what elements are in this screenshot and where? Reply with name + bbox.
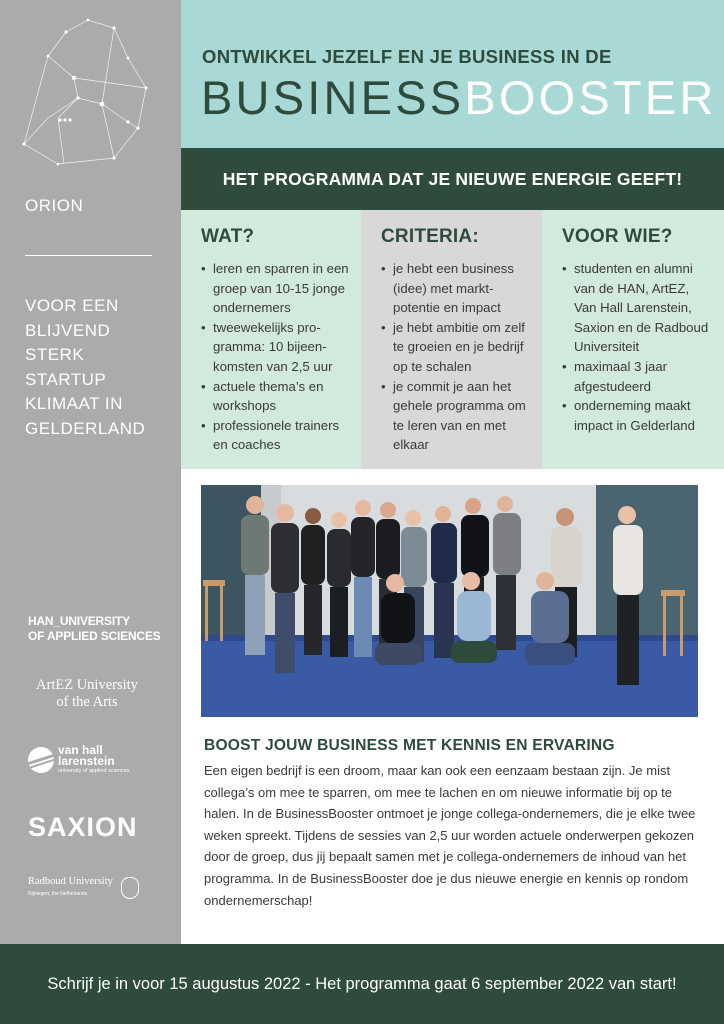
slogan-line: STARTUP (25, 369, 107, 389)
header (181, 0, 724, 148)
tagline-banner (181, 148, 724, 210)
article (204, 737, 700, 911)
list-item: • studenten en alumni van de HAN, ArtEZ, Van Hall Larenstein, Saxion en de Radboud Universiteit (562, 259, 712, 357)
list-item: • actuele thema’s en workshops (201, 377, 349, 416)
column-wat (181, 210, 361, 469)
vanhall-logo-subline: university of applied sciences (58, 768, 130, 774)
group-photo (201, 485, 698, 717)
column-criteria (361, 210, 542, 469)
column-heading: VOOR WIE? (562, 226, 673, 247)
list-item: • maximaal 3 jaar afgestudeerd (562, 357, 712, 396)
radboud-logo-subline: Nijmegen, the Netherlands (28, 891, 88, 897)
slogan-line: VOOR EEN (25, 296, 119, 315)
list-item: • je hebt een business (idee) met markt-potentie en impact (381, 259, 530, 318)
brand-orion: ORION (25, 196, 84, 215)
artez-logo-line: ArtEZ University (36, 677, 138, 693)
list-item: • professionele trainers en coaches (201, 416, 349, 455)
list-item: • onderneming maakt impact in Gelderland (562, 396, 712, 435)
vanhall-logo-text (58, 745, 130, 775)
column-heading: CRITERIA: (381, 226, 479, 247)
title-business: BUSINESS (201, 71, 465, 124)
vanhall-logo-line: van hall (58, 743, 103, 757)
bullet-list (562, 259, 712, 435)
slogan-line: GELDERLAND (25, 418, 146, 438)
list-item: • tweewekelijks pro-gramma: 10 bijeen-komsten van 2,5 uur (201, 318, 349, 377)
han-logo-line: OF APPLIED SCIENCES (28, 629, 161, 643)
orion-constellation-logo (18, 18, 158, 178)
column-heading: WAT? (201, 226, 255, 247)
group-photo-illustration (201, 485, 698, 717)
vanhall-emblem-icon (28, 747, 54, 773)
artez-logo-line: of the Arts (56, 694, 118, 710)
article-heading: BOOST JOUW BUSINESS MET KENNIS EN ERVARING (204, 737, 615, 754)
bullet-list (381, 259, 530, 455)
slogan (25, 294, 175, 441)
title-booster: BOOSTER (464, 71, 717, 124)
han-logo-line: HAN_UNIVERSITY (28, 614, 130, 628)
header-kicker: ONTWIKKEL JEZELF EN JE BUSINESS IN DE (202, 46, 612, 67)
vanhall-logo-line: larenstein (58, 754, 115, 768)
bullet-list (201, 259, 349, 455)
list-item: • je commit je aan het gehele programma om te leren van en met elkaar (381, 377, 530, 455)
article-body: Een eigen bedrijf is een droom, maar kan ook een eenzaam bestaan zijn. Je mist collega’s om mee te sparren, om mee te lachen en om nieuwe informatie bij op te halen. In de BusinessBooster ontmoet je jonge collega-ondernemers, die je elke twee weken spreekt. Tijdens de sessies van 2,5 uur worden actuele onderwerpen gekozen door de groep, dus jij bepaalt samen met je collega-ondernemers de inhoud van het programma. In de BusinessBooster doe je dus nieuwe energie en kennis op rondom ondernemerschap! (204, 763, 696, 908)
tagline: HET PROGRAMMA DAT JE NIEUWE ENERGIE GEEFT! (222, 168, 683, 189)
radboud-logo-text (28, 876, 113, 900)
divider (25, 255, 152, 256)
registration-deadline: Schrijf je in voor 15 augustus 2022 - Het programma gaat 6 september 2022 van start! (47, 974, 677, 993)
vanhall-larenstein-logo (28, 745, 130, 775)
slogan-line: KLIMAAT IN (25, 394, 123, 413)
artez-logo (28, 677, 146, 711)
sidebar (0, 0, 181, 944)
saxion-logo: SAXION (28, 812, 138, 842)
footer-banner (0, 944, 724, 1024)
column-voor-wie (542, 210, 724, 469)
list-item: • leren en sparren in een groep van 10-15 jonge ondernemers (201, 259, 349, 318)
slogan-line: STERK (25, 345, 85, 364)
radboud-seal-icon (121, 877, 139, 899)
radboud-logo-line: Radboud University (28, 876, 113, 887)
list-item: • je hebt ambitie om zelf te groeien en je bedrijf op te schalen (381, 318, 530, 377)
radboud-logo (28, 876, 139, 900)
page-title (201, 70, 717, 126)
slogan-line: BLIJVEND (25, 320, 111, 340)
han-logo (28, 614, 160, 644)
